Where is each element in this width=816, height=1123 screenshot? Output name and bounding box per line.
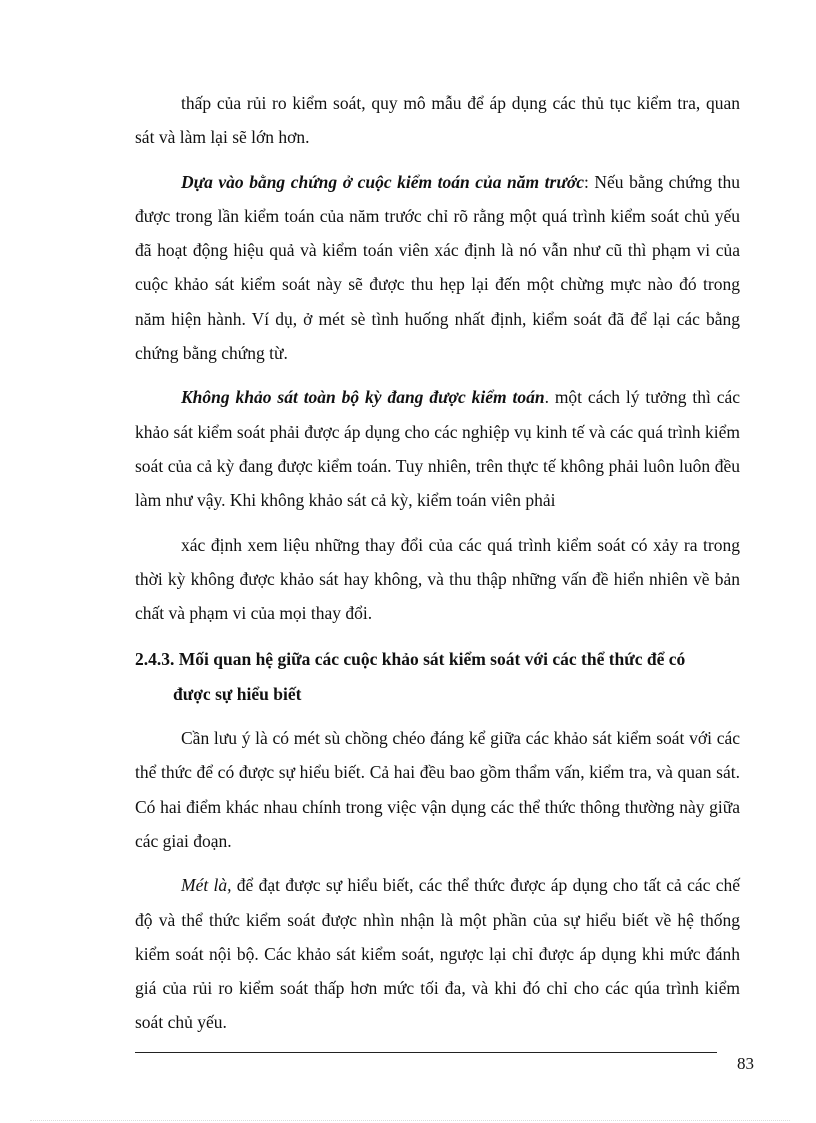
section-heading-line2: được sự hiểu biết bbox=[173, 683, 302, 704]
paragraph-6-body: để đạt được sự hiểu biết, các thể thức được áp dụng cho tất cả các chế độ và thể thức kiểm soát được nhìn nhận là một phần của sự hiểu biết về hệ thống kiểm soát nội bộ. Các khảo sát kiểm soát, ngược lại chỉ được áp dụng khi mức đánh giá của rủi ro kiểm soát thấp hơn mức tối đa, và khi đó chỉ cho các qúa trình kiểm soát chủ yếu. bbox=[135, 875, 740, 1033]
paragraph-2-lead: Dựa vào bằng chứng ở cuộc kiểm toán của năm trước bbox=[181, 171, 584, 192]
bottom-dotted-line bbox=[30, 1120, 790, 1121]
paragraph-2 bbox=[135, 165, 740, 371]
body-text bbox=[135, 86, 740, 1040]
section-heading: 2.4.3. Mối quan hệ giữa các cuộc khảo sát kiểm soát với các thể thức để có bbox=[135, 649, 686, 670]
paragraph-3-lead: Không khảo sát toàn bộ kỳ đang được kiểm toán bbox=[181, 387, 545, 408]
paragraph-2-body: : Nếu bằng chứng thu được trong lần kiểm toán của năm trước chỉ rõ rằng một quá trình kiểm soát chủ yếu đã hoạt động hiệu quả và kiểm toán viên xác định là nó vẫn như cũ thì phạm vi của cuộc khảo sát kiểm soát này sẽ được thu hẹp lại đến một chừng mực nào đó trong năm hiện hành. Ví dụ, ở mét sè tình huống nhất định, kiểm soát đã để lại các bằng chứng bằng chứng từ. bbox=[135, 171, 740, 364]
paragraph-6 bbox=[135, 868, 740, 1039]
paragraph-6-lead: Mét là, bbox=[181, 875, 232, 896]
paragraph-1: thấp của rủi ro kiểm soát, quy mô mẫu để áp dụng các thủ tục kiểm tra, quan sát và làm lại sẽ lớn hơn. bbox=[135, 93, 740, 148]
paragraph-4: xác định xem liệu những thay đổi của các quá trình kiểm soát có xảy ra trong thời kỳ không được khảo sát hay không, và thu thập những vấn đề hiển nhiên về bản chất và phạm vi của mọi thay đổi. bbox=[135, 534, 740, 624]
paragraph-5: Cần lưu ý là có mét sù chồng chéo đáng kể giữa các khảo sát kiểm soát với các thể thức để có được sự hiểu biết. Cả hai đều bao gồm thẩm vấn, kiểm tra, và quan sát. Có hai điểm khác nhau chính trong việc vận dụng các thể thức thông thường này giữa các giai đoạn. bbox=[135, 728, 740, 851]
page-number: 83 bbox=[737, 1054, 754, 1073]
paragraph-3-body: . một cách lý tưởng thì các khảo sát kiểm soát phải được áp dụng cho các nghiệp vụ kinh tế và các quá trình kiểm soát của cả kỳ đang được kiểm toán. Tuy nhiên, trên thực tế không phải luôn luôn đều làm như vậy. Khi không khảo sát cả kỳ, kiểm toán viên phải bbox=[135, 387, 740, 511]
paragraph-3 bbox=[135, 380, 740, 517]
footer-rule bbox=[135, 1052, 717, 1053]
